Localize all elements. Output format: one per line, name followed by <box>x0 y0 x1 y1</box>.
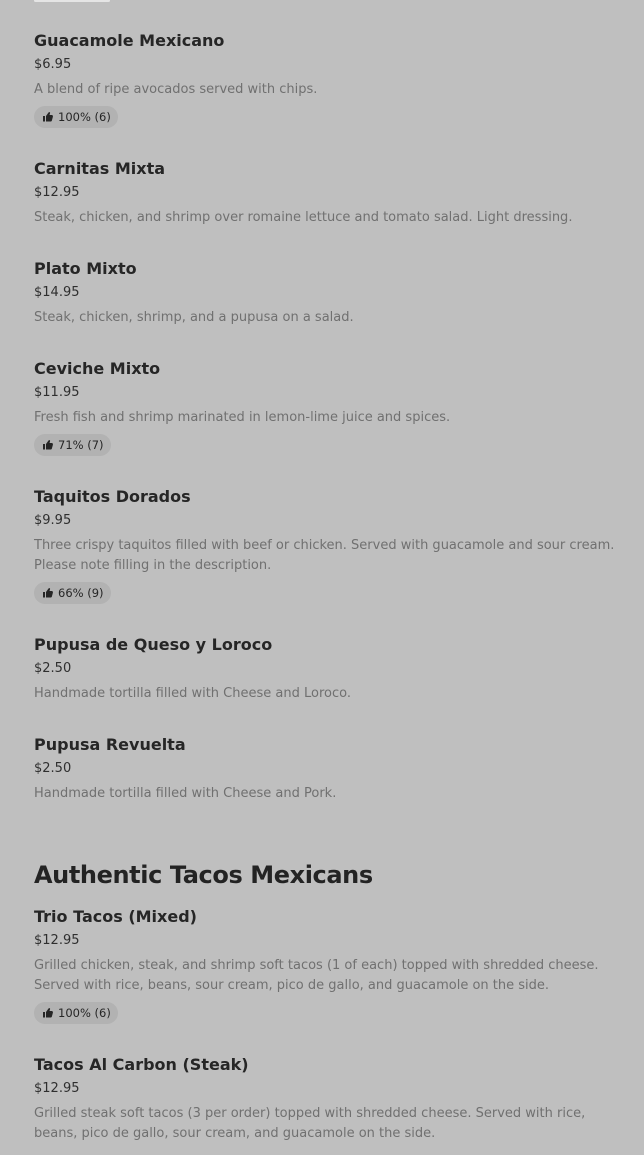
menu-item-pupusa-queso-loroco[interactable] <box>34 635 624 704</box>
menu-item-tacos-al-carbon[interactable] <box>34 1055 624 1144</box>
thumbs-up-icon <box>42 439 54 451</box>
item-price: $11.95 <box>34 385 80 400</box>
thumbs-up-icon <box>42 1007 54 1019</box>
item-name: Plato Mixto <box>34 259 137 278</box>
item-description: Steak, chicken, shrimp, and a pupusa on a salad. <box>34 310 354 325</box>
item-description: Fresh fish and shrimp marinated in lemon-lime juice and spices. <box>34 410 451 425</box>
item-name: Guacamole Mexicano <box>34 31 225 50</box>
menu-item-pupusa-revuelta[interactable] <box>34 735 624 804</box>
menu-item-plato-mixto[interactable] <box>34 259 624 328</box>
item-price: $2.50 <box>34 661 72 676</box>
menu-item-guacamole-mexicano[interactable] <box>34 31 624 128</box>
menu-item-carnitas-mixta[interactable] <box>34 159 624 228</box>
item-name: Carnitas Mixta <box>34 159 166 178</box>
item-name: Tacos Al Carbon (Steak) <box>34 1055 249 1074</box>
section-title: Authentic Tacos Mexicans <box>34 861 373 889</box>
item-description: Grilled steak soft tacos (3 per order) topped with shredded cheese. Served with rice, beans, pico de gallo, sour cream, and guacamole on the side. <box>34 1106 586 1141</box>
menu-item-taquitos-dorados[interactable] <box>34 487 624 604</box>
rating-badge <box>34 1002 118 1024</box>
rating-badge <box>34 434 111 456</box>
item-name: Pupusa de Queso y Loroco <box>34 635 273 654</box>
rating-text: 100% (6) <box>58 110 111 124</box>
item-price: $9.95 <box>34 513 72 528</box>
rating-text: 100% (6) <box>58 1006 111 1020</box>
item-description: Three crispy taquitos filled with beef or chicken. Served with guacamole and sour cream. Please note filling in the description. <box>34 538 615 573</box>
item-description: Grilled chicken, steak, and shrimp soft tacos (1 of each) topped with shredded cheese. Served with rice, beans, sour cream, pico de gallo, and guacamole on the side. <box>34 958 599 993</box>
rating-badge <box>34 106 118 128</box>
rating-badge <box>34 582 111 604</box>
rating-text: 71% (7) <box>58 438 104 452</box>
item-price: $12.95 <box>34 933 80 948</box>
menu-item-trio-tacos[interactable] <box>34 907 624 1024</box>
rating-text: 66% (9) <box>58 586 104 600</box>
menu-item-ceviche-mixto[interactable] <box>34 359 624 456</box>
item-description: Steak, chicken, and shrimp over romaine lettuce and tomato salad. Light dressing. <box>34 210 573 225</box>
item-price: $14.95 <box>34 285 80 300</box>
item-name: Pupusa Revuelta <box>34 735 186 754</box>
item-description: Handmade tortilla filled with Cheese and Loroco. <box>34 686 351 701</box>
item-description: A blend of ripe avocados served with chips. <box>34 82 318 97</box>
divider <box>34 0 110 2</box>
item-price: $12.95 <box>34 1081 80 1096</box>
item-name: Taquitos Dorados <box>34 487 191 506</box>
item-name: Trio Tacos (Mixed) <box>34 907 197 926</box>
thumbs-up-icon <box>42 587 54 599</box>
item-description: Handmade tortilla filled with Cheese and Pork. <box>34 786 337 801</box>
thumbs-up-icon <box>42 111 54 123</box>
item-price: $2.50 <box>34 761 72 776</box>
item-price: $6.95 <box>34 57 72 72</box>
item-price: $12.95 <box>34 185 80 200</box>
item-name: Ceviche Mixto <box>34 359 161 378</box>
